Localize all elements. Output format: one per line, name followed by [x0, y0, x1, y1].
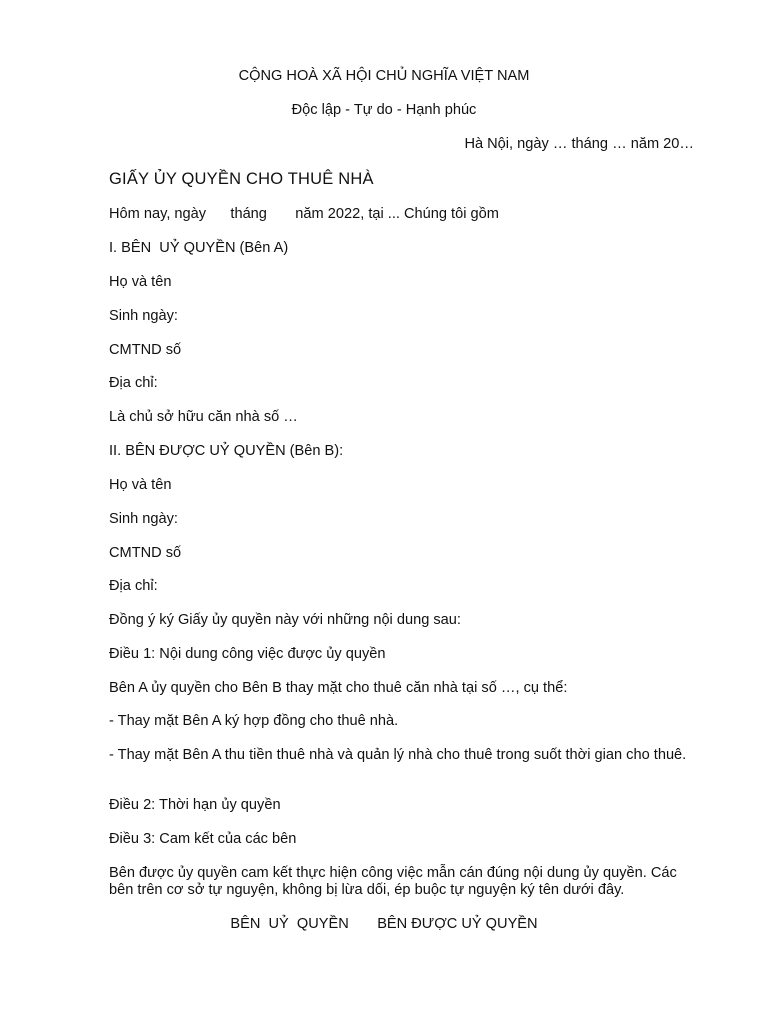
party-b-address: Địa chỉ: — [109, 578, 158, 594]
party-b-dob: Sinh ngày: — [109, 511, 178, 527]
document-title: GIẤY ỦY QUYỀN CHO THUÊ NHÀ — [109, 170, 374, 188]
party-b-heading: II. BÊN ĐƯỢC UỶ QUYỀN (Bên B): — [109, 443, 344, 459]
party-b-name: Họ và tên — [109, 477, 172, 493]
article-1-item-2: - Thay mặt Bên A thu tiền thuê nhà và quản lý nhà cho thuê trong suốt thời gian cho thuê. — [109, 747, 687, 763]
signature-party-a: BÊN UỶ QUYỀN — [230, 916, 349, 932]
national-title: CỘNG HOÀ XÃ HỘI CHỦ NGHĨA VIỆT NAM — [238, 68, 530, 84]
article-2-heading: Điều 2: Thời hạn ủy quyền — [109, 797, 281, 813]
signature-row — [0, 916, 768, 933]
article-1-heading: Điều 1: Nội dung công việc được ủy quyền — [109, 646, 386, 662]
signature-gap — [349, 916, 377, 932]
party-a-name: Họ và tên — [109, 274, 172, 290]
party-a-dob: Sinh ngày: — [109, 308, 178, 324]
article-3-heading: Điều 3: Cam kết của các bên — [109, 831, 297, 847]
party-a-heading: I. BÊN UỶ QUYỀN (Bên A) — [109, 240, 289, 256]
party-a-address: Địa chỉ: — [109, 375, 158, 391]
party-b-id: CMTND số — [109, 545, 182, 561]
intro-line: Hôm nay, ngày tháng năm 2022, tại ... Chúng tôi gồm — [109, 206, 499, 222]
motto: Độc lập - Tự do - Hạnh phúc — [291, 102, 477, 118]
article-3-body: Bên được ủy quyền cam kết thực hiện công việc mẫn cán đúng nội dung ủy quyền. Các bên trên cơ sở tự nguyện, không bị lừa dối, ép buộc tự nguyện ký tên dưới đây. — [109, 865, 677, 898]
agreement-statement: Đồng ý ký Giấy ủy quyền này với những nội dung sau: — [109, 612, 461, 628]
party-a-id: CMTND số — [109, 342, 182, 358]
signature-party-b: BÊN ĐƯỢC UỶ QUYỀN — [377, 916, 538, 932]
place-date: Hà Nội, ngày … tháng … năm 20… — [464, 136, 694, 152]
article-1-intro: Bên A ủy quyền cho Bên B thay mặt cho thuê căn nhà tại số …, cụ thể: — [109, 680, 568, 696]
party-a-ownership: Là chủ sở hữu căn nhà số … — [109, 409, 298, 425]
article-1-item-1: - Thay mặt Bên A ký hợp đồng cho thuê nhà. — [109, 713, 399, 729]
